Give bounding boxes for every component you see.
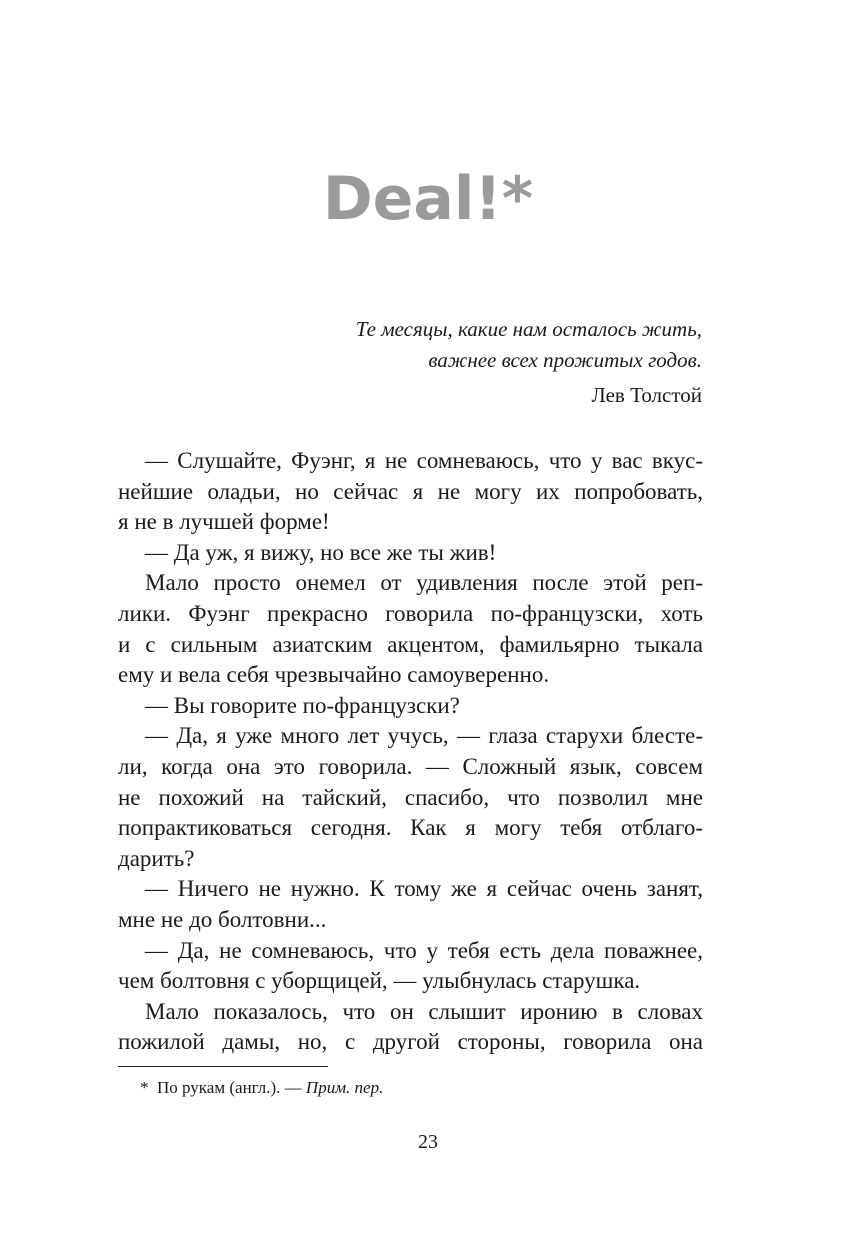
text-line: Мало просто онемел от удивления после этой реп-: [145, 570, 703, 596]
footnote-translator-note: Прим. пер.: [305, 1078, 384, 1097]
epigraph-line: Те месяцы, какие нам осталось жить,: [355, 317, 702, 341]
text-line: — Да, не сомневаюсь, что у тебя есть дела поважнее,: [145, 937, 703, 963]
text-line: нейшие оладьи, но сейчас я не могу их попробовать,: [118, 478, 703, 504]
text-line: дарить?: [118, 845, 195, 871]
chapter-title: Deal!*: [322, 164, 534, 234]
body-text: [118, 446, 703, 1058]
text-line: мне не до болтовни...: [118, 906, 327, 932]
epigraph: [300, 314, 702, 376]
text-line: попрактиковаться сегодня. Как я могу тебя отблаго-: [118, 815, 703, 841]
footnote: [140, 1076, 383, 1100]
epigraph-line: важнее всех прожитых годов.: [428, 348, 702, 372]
footnote-marker: *: [140, 1078, 149, 1097]
text-line: пожилой дамы, но, с другой стороны, говорила она: [118, 1029, 703, 1055]
text-line: я не в лучшей форме!: [118, 509, 330, 535]
page-number: 23: [418, 1131, 438, 1153]
text-line: — Да, я уже много лет учусь, — глаза старухи блесте-: [145, 723, 703, 749]
footnote-text: По рукам (англ.). —: [157, 1078, 302, 1097]
text-line: ли, когда она это говорила. — Сложный язык, совсем: [118, 753, 703, 779]
epigraph-author: Лев Толстой: [591, 383, 702, 407]
footnote-divider: [118, 1066, 328, 1067]
text-line: ему и вела себя чрезвычайно самоуверенно.: [118, 662, 550, 688]
text-line: — Вы говорите по-французски?: [145, 692, 460, 718]
text-line: лики. Фуэнг прекрасно говорила по-французски, хоть: [118, 600, 703, 626]
text-line: Мало показалось, что он слышит иронию в словах: [145, 998, 703, 1024]
text-line: — Да уж, я вижу, но все же ты жив!: [145, 539, 497, 565]
text-line: чем болтовня с уборщицей, — улыбнулась старушка.: [118, 968, 641, 994]
text-line: не похожий на тайский, спасибо, что позволил мне: [118, 784, 703, 810]
text-line: и с сильным азиатским акцентом, фамильярно тыкала: [118, 631, 703, 657]
text-line: — Слушайте, Фуэнг, я не сомневаюсь, что у вас вкус-: [145, 448, 703, 473]
text-line: — Ничего не нужно. К тому же я сейчас очень занят,: [145, 876, 703, 902]
